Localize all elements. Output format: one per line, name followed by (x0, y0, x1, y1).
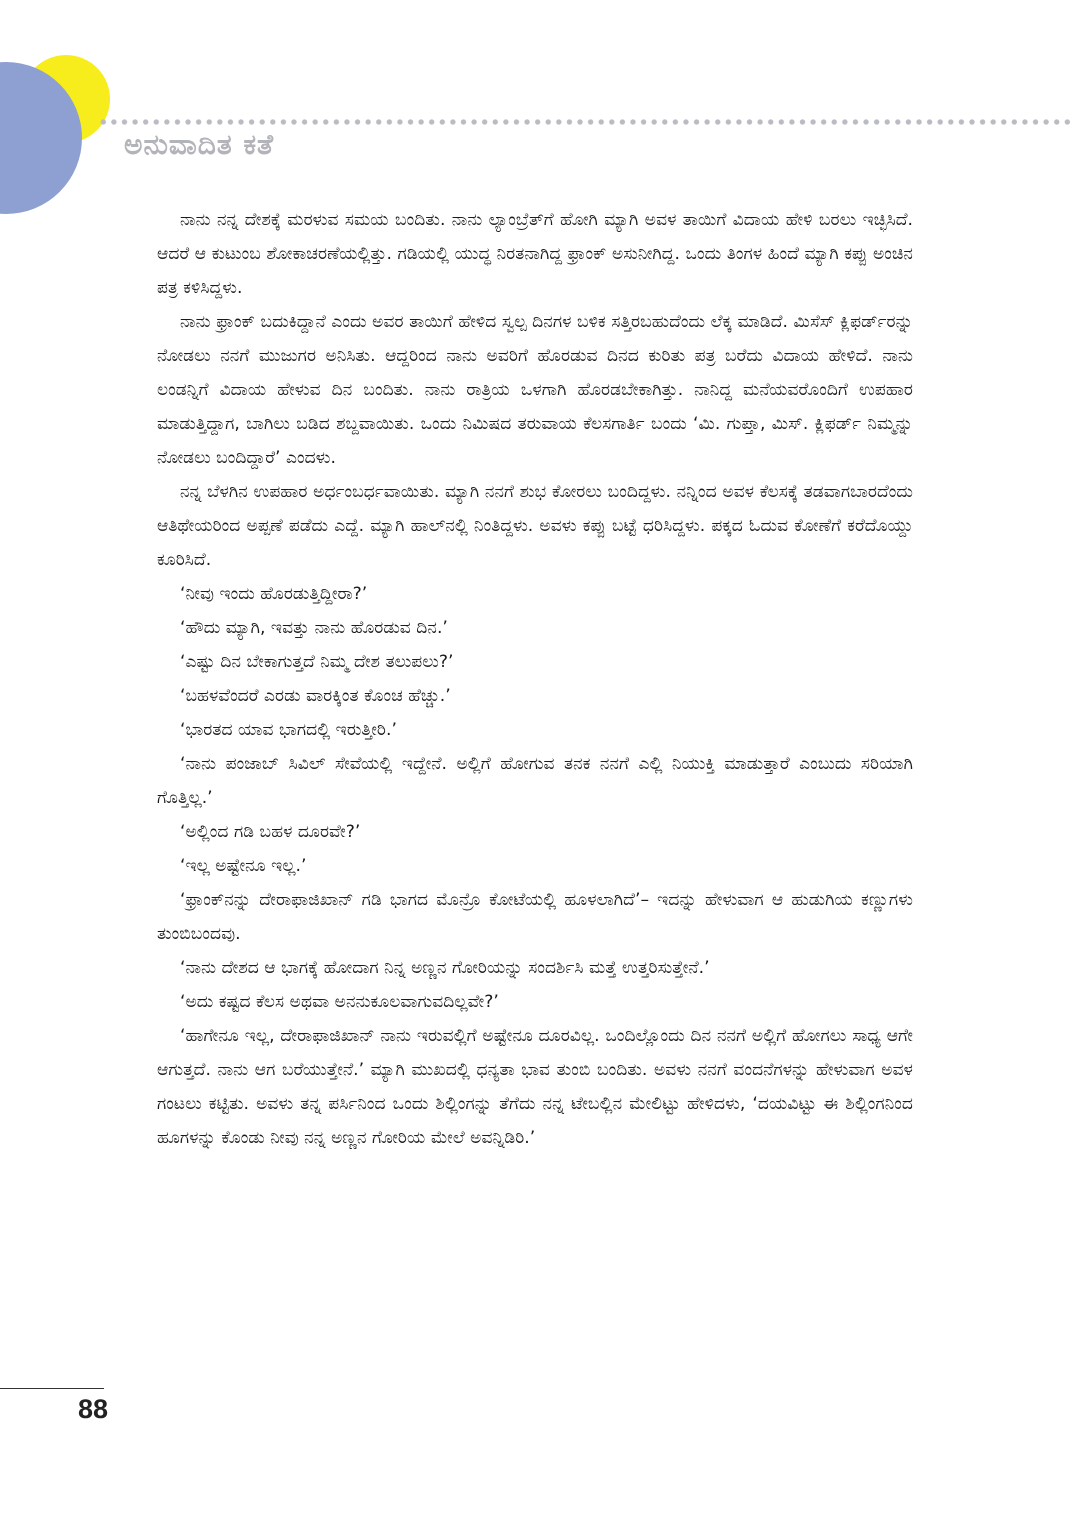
dialogue-line: ‘ನಾನು ದೇಶದ ಆ ಭಾಗಕ್ಕೆ ಹೋದಾಗ ನಿನ್ನ ಅಣ್ಣನ ಗೋರಿಯನ್ನು ಸಂದರ್ಶಿಸಿ ಮತ್ತೆ ಉತ್ತರಿಸುತ್ತೇನೆ.’ (180, 958, 710, 978)
dialogue-line: ‘ನಾನು ಪಂಜಾಬ್ ಸಿವಿಲ್ ಸೇವೆಯಲ್ಲಿ ಇದ್ದೇನೆ. ಅಲ್ಲಿಗೆ ಹೋಗುವ ತನಕ ನನಗೆ ಎಲ್ಲಿ ನಿಯುಕ್ತಿ ಮಾಡುತ್ತಾರೆ ಎಂಬುದು ಸರಿಯಾಗಿ ಗೊತ್ತಿಲ್ಲ.’ (157, 754, 913, 808)
paragraph: ನಾನು ನನ್ನ ದೇಶಕ್ಕೆ ಮರಳುವ ಸಮಯ ಬಂದಿತು. ನಾನು ಲ್ಯಾಂಬ್ರೆತ್‌ಗೆ ಹೋಗಿ ಮ್ಯಾಗಿ ಅವಳ ತಾಯಿಗೆ ವಿದಾಯ ಹೇಳಿ ಬರಲು ಇಚ್ಛಿಸಿದೆ. ಆದರೆ ಆ ಕುಟುಂಬ ಶೋಕಾಚರಣೆಯಲ್ಲಿತ್ತು. ಗಡಿಯಲ್ಲಿ ಯುದ್ಧ ನಿರತನಾಗಿದ್ದ ಫ್ರಾಂಕ್ ಅಸುನೀಗಿದ್ದ. ಒಂದು ತಿಂಗಳ ಹಿಂದೆ ಮ್ಯಾಗಿ ಕಪ್ಪು ಅಂಚಿನ ಪತ್ರ ಕಳಿಸಿದ್ದಳು. (157, 210, 913, 298)
paragraph: ನಾನು ಫ್ರಾಂಕ್ ಬದುಕಿದ್ದಾನೆ ಎಂದು ಅವರ ತಾಯಿಗೆ ಹೇಳಿದ ಸ್ವಲ್ಪ ದಿನಗಳ ಬಳಿಕ ಸತ್ತಿರಬಹುದೆಂದು ಲೆಕ್ಕ ಮಾಡಿದೆ. ಮಿಸೆಸ್ ಕ್ಲಿಫರ್ಡ್‌ರನ್ನು ನೋಡಲು ನನಗೆ ಮುಜುಗರ ಅನಿಸಿತು. ಆದ್ದರಿಂದ ನಾನು ಅವರಿಗೆ ಹೊರಡುವ ದಿನದ ಕುರಿತು ಪತ್ರ ಬರೆದು ವಿದಾಯ ಹೇಳಿದೆ. ನಾನು ಲಂಡನ್ನಿಗೆ ವಿದಾಯ ಹೇಳುವ ದಿನ ಬಂದಿತು. ನಾನು ರಾತ್ರಿಯ ಒಳಗಾಗಿ ಹೊರಡಬೇಕಾಗಿತ್ತು. ನಾನಿದ್ದ ಮನೆಯವರೊಂದಿಗೆ ಉಪಹಾರ ಮಾಡುತ್ತಿದ್ದಾಗ, ಬಾಗಿಲು ಬಡಿದ ಶಬ್ದವಾಯಿತು. ಒಂದು ನಿಮಿಷದ ತರುವಾಯ ಕೆಲಸಗಾರ್ತಿ ಬಂದು ‘ಮಿ. ಗುಪ್ತಾ, ಮಿಸ್. ಕ್ಲಿಫರ್ಡ್ ನಿಮ್ಮನ್ನು ನೋಡಲು ಬಂದಿದ್ದಾರೆ’ ಎಂದಳು. (157, 312, 913, 468)
dialogue-line: ‘ಅದು ಕಷ್ಟದ ಕೆಲಸ ಅಥವಾ ಅನನುಕೂಲವಾಗುವದಿಲ್ಲವೇ?’ (180, 992, 499, 1012)
dialogue-line: ‘ಎಷ್ಟು ದಿನ ಬೇಕಾಗುತ್ತದೆ ನಿಮ್ಮ ದೇಶ ತಲುಪಲು?’ (180, 652, 454, 672)
dialogue-line: ‘ಫ್ರಾಂಕ್‌ನನ್ನು ದೇರಾಫಾಜಿಖಾನ್ ಗಡಿ ಭಾಗದ ಮೊನ್ರೊ ಕೋಟೆಯಲ್ಲಿ ಹೂಳಲಾಗಿದೆ’– ಇದನ್ನು ಹೇಳುವಾಗ ಆ ಹುಡುಗಿಯ ಕಣ್ಣುಗಳು ತುಂಬಿಬಂದವು. (157, 890, 913, 944)
dialogue-line: ‘ಭಾರತದ ಯಾವ ಭಾಗದಲ್ಲಿ ಇರುತ್ತೀರಿ.’ (180, 720, 397, 740)
paragraph: ‘ಹಾಗೇನೂ ಇಲ್ಲ, ದೇರಾಫಾಜಿಖಾನ್ ನಾನು ಇರುವಲ್ಲಿಗೆ ಅಷ್ಟೇನೂ ದೂರವಿಲ್ಲ. ಒಂದಿಲ್ಲೊಂದು ದಿನ ನನಗೆ ಅಲ್ಲಿಗೆ ಹೋಗಲು ಸಾಧ್ಯ ಆಗೇ ಆಗುತ್ತದೆ. ನಾನು ಆಗ ಬರೆಯುತ್ತೇನೆ.’ ಮ್ಯಾಗಿ ಮುಖದಲ್ಲಿ ಧನ್ಯತಾ ಭಾವ ತುಂಬಿ ಬಂದಿತು. ಅವಳು ನನಗೆ ವಂದನೆಗಳನ್ನು ಹೇಳುವಾಗ ಅವಳ ಗಂಟಲು ಕಟ್ಟಿತು. ಅವಳು ತನ್ನ ಪರ್ಸಿನಿಂದ ಒಂದು ಶಿಲ್ಲಿಂಗನ್ನು ತೆಗೆದು ನನ್ನ ಟೇಬಲ್ಲಿನ ಮೇಲಿಟ್ಟು ಹೇಳಿದಳು, ‘ದಯವಿಟ್ಟು ಈ ಶಿಲ್ಲಿಂಗನಿಂದ ಹೂಗಳನ್ನು ಕೊಂಡು ನೀವು ನನ್ನ ಅಣ್ಣನ ಗೋರಿಯ ಮೇಲೆ ಅವನ್ನಿಡಿರಿ.’ (157, 1026, 913, 1148)
dialogue-line: ‘ಅಲ್ಲಿಂದ ಗಡಿ ಬಹಳ ದೂರವೇ?’ (180, 822, 361, 842)
dialogue-line: ‘ಹೌದು ಮ್ಯಾಗಿ, ಇವತ್ತು ನಾನು ಹೊರಡುವ ದಿನ.’ (180, 618, 448, 638)
dialogue-line: ‘ಇಲ್ಲ ಅಷ್ಟೇನೂ ಇಲ್ಲ.’ (180, 856, 307, 876)
section-title: ಅನುವಾದಿತ ಕತೆ (124, 128, 275, 161)
dialogue-line: ‘ಬಹಳವೆಂದರೆ ಎರಡು ವಾರಕ್ಕಿಂತ ಕೊಂಚ ಹೆಚ್ಚು.’ (180, 686, 451, 706)
dialogue-line: ‘ನೀವು ಇಂದು ಹೊರಡುತ್ತಿದ್ದೀರಾ?’ (180, 584, 368, 604)
page-number: 88 (78, 1394, 109, 1424)
footer-rule (0, 1388, 104, 1389)
paragraph: ನನ್ನ ಬೆಳಗಿನ ಉಪಹಾರ ಅರ್ಧಂಬರ್ಧವಾಯಿತು. ಮ್ಯಾಗಿ ನನಗೆ ಶುಭ ಕೋರಲು ಬಂದಿದ್ದಳು. ನನ್ನಿಂದ ಅವಳ ಕೆಲಸಕ್ಕೆ ತಡವಾಗಬಾರದೆಂದು ಆತಿಥೇಯರಿಂದ ಅಪ್ಪಣೆ ಪಡೆದು ಎದ್ದೆ. ಮ್ಯಾಗಿ ಹಾಲ್‌ನಲ್ಲಿ ನಿಂತಿದ್ದಳು. ಅವಳು ಕಪ್ಪು ಬಟ್ಟೆ ಧರಿಸಿದ್ದಳು. ಪಕ್ಕದ ಓದುವ ಕೋಣೆಗೆ ಕರೆದೊಯ್ದು ಕೂರಿಸಿದೆ. (157, 482, 913, 570)
story-body (157, 203, 913, 1155)
dotted-header-rule (98, 118, 1072, 126)
